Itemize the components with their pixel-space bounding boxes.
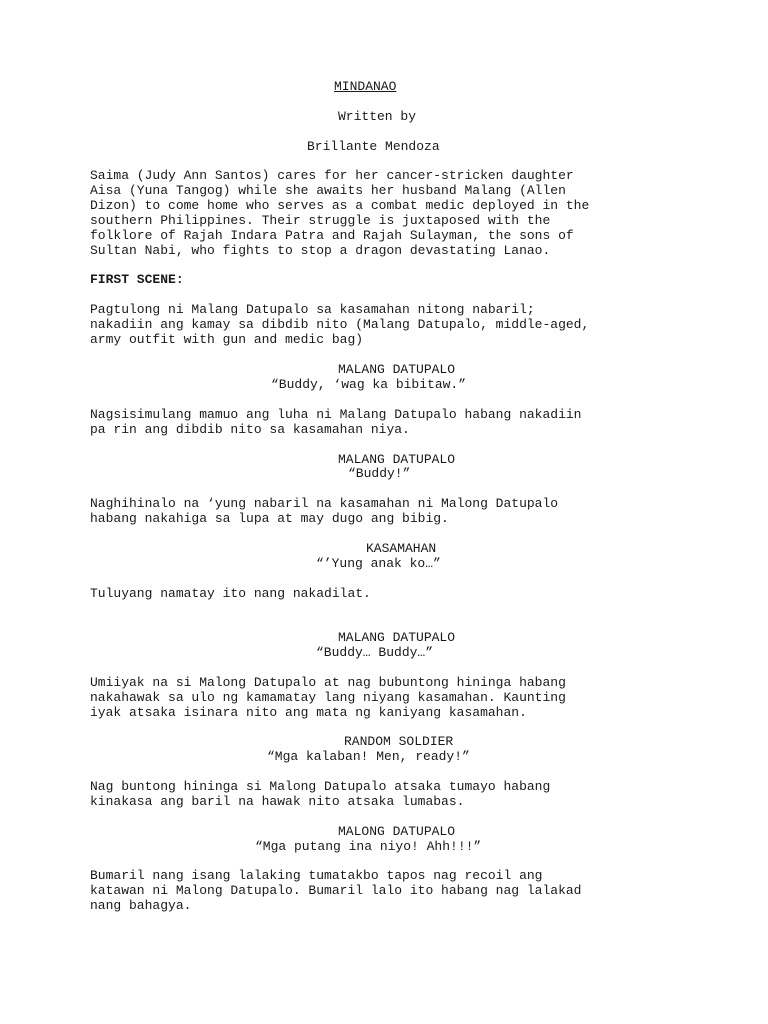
action-line: habang nakahiga sa lupa at may dugo ang bibig. [90, 511, 449, 526]
action-paragraph [90, 407, 680, 437]
synopsis-line: Aisa (Yuna Tangog) while she awaits her husband Malang (Allen [90, 183, 566, 198]
action-line: Bumaril nang isang lalaking tumatakbo tapos nag recoil ang [90, 868, 543, 883]
character-name: MALANG DATUPALO [338, 362, 456, 377]
action-line: kinakasa ang baril na hawak nito atsaka lumabas. [90, 794, 465, 809]
action-line: Tuluyang namatay ito nang nakadilat. [90, 586, 371, 601]
action-line: Pagtulong ni Malang Datupalo sa kasamahan nitong nabaril; [90, 302, 535, 317]
action-paragraph [90, 302, 680, 347]
dialogue-line: “Mga kalaban! Men, ready!” [267, 749, 470, 764]
synopsis-line: southern Philippines. Their struggle is juxtaposed with the [90, 213, 551, 228]
character-name: MALONG DATUPALO [338, 824, 456, 839]
dialogue-line: “’Yung anak ko…” [316, 556, 441, 571]
author-name: Brillante Mendoza [307, 139, 440, 154]
synopsis-line: Sultan Nabi, who fights to stop a dragon devastating Lanao. [90, 243, 551, 258]
action-line: Nag buntong hininga si Malong Datupalo atsaka tumayo habang [90, 779, 551, 794]
action-paragraph [90, 779, 680, 809]
dialogue-line: “Buddy… Buddy…” [316, 645, 434, 660]
action-line: katawan ni Malong Datupalo. Bumaril lalo ito habang nag lalakad [90, 883, 582, 898]
action-line: nang bahagya. [90, 898, 192, 913]
character-name: MALANG DATUPALO [338, 452, 456, 467]
action-line: iyak atsaka isinara nito ang mata ng kaniyang kasamahan. [90, 705, 527, 720]
scene-heading: FIRST SCENE: [90, 272, 184, 287]
character-name: RANDOM SOLDIER [344, 734, 454, 749]
action-line: army outfit with gun and medic bag) [90, 332, 364, 347]
character-name: KASAMAHAN [366, 541, 437, 556]
character-name: MALANG DATUPALO [338, 630, 456, 645]
synopsis-line: Dizon) to come home who serves as a combat medic deployed in the [90, 198, 590, 213]
dialogue-line: “Mga putang ina niyo! Ahh!!!” [255, 839, 482, 854]
action-line: Nagsisimulang mamuo ang luha ni Malang Datupalo habang nakadiin [90, 407, 582, 422]
screenplay-title: MINDANAO [334, 79, 397, 94]
action-line: nakadiin ang kamay sa dibdib nito (Malang Datupalo, middle-aged, [90, 317, 590, 332]
dialogue-line: “Buddy!” [348, 466, 411, 481]
synopsis-line: Saima (Judy Ann Santos) cares for her cancer-stricken daughter [90, 168, 574, 183]
action-line: Umiiyak na si Malong Datupalo at nag bubuntong hininga habang [90, 675, 566, 690]
action-paragraph [90, 675, 680, 720]
action-paragraph [90, 868, 680, 913]
dialogue-line: “Buddy, ‘wag ka bibitaw.” [271, 377, 467, 392]
action-paragraph [90, 496, 680, 526]
synopsis-paragraph [90, 168, 680, 258]
action-line: pa rin ang dibdib nito sa kasamahan niya. [90, 422, 410, 437]
action-line: Naghihinalo na ‘yung nabaril na kasamahan ni Malong Datupalo [90, 496, 559, 511]
action-line: nakahawak sa ulo ng kamamatay lang niyang kasamahan. Kaunting [90, 690, 566, 705]
written-by-label: Written by [338, 109, 417, 124]
synopsis-line: folklore of Rajah Indara Patra and Rajah Sulayman, the sons of [90, 228, 574, 243]
action-paragraph [90, 586, 680, 601]
